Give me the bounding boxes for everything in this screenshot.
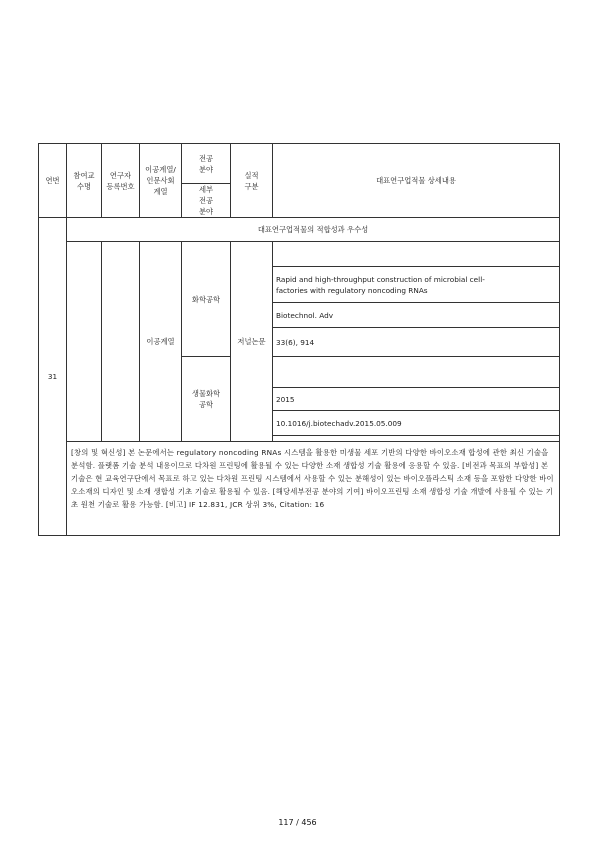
entry-participant-count (67, 242, 102, 442)
detail-row (273, 357, 560, 388)
entry-achievement-type: 저널논문 (231, 242, 273, 442)
header-detail-title: 대표연구업적물 상세내용 (273, 144, 560, 218)
header-field-category: 이공계열/ 인문사회 계열 (140, 144, 182, 218)
entry-field-category: 이공계열 (140, 242, 182, 442)
detail-journal-row: Biotechnol. Adv (273, 303, 560, 328)
entry-major-field: 화학공학 (182, 242, 231, 357)
detail-row (273, 242, 560, 267)
entry-sub-field: 생물화학 공학 (182, 357, 231, 442)
entry-researcher-id (102, 242, 140, 442)
suitability-title: 대표연구업적물의 적합성과 우수성 (67, 218, 560, 242)
header-sub-field: 세부 전공 분야 (182, 184, 231, 218)
header-year-no: 연번 (39, 144, 67, 218)
header-major-field: 전공 분야 (182, 144, 231, 184)
achievement-table (38, 143, 560, 536)
detail-title-row: Rapid and high-throughput construction of microbial cell- factories with regulatory noncoding RNAs (273, 267, 560, 303)
header-participant-count: 참여교 수명 (67, 144, 102, 218)
detail-year-row: 2015 (273, 388, 560, 411)
page-number: 117 / 456 (278, 818, 317, 827)
entry-year-no: 31 (39, 218, 67, 536)
header-achievement-type: 실적 구분 (231, 144, 273, 218)
detail-doi-row: 10.1016/j.biotechadv.2015.05.009 (273, 411, 560, 436)
detail-volume-row: 33(6), 914 (273, 328, 560, 357)
suitability-note: [창의 및 혁신성] 본 논문에서는 regulatory noncoding RNAs 시스템을 활용한 미생물 세포 기반의 다양한 바이오소재 합성에 관한 최신 기술을 분석함. 플랫폼 기술 분석 내용이므로 다차원 프린팅에 활용될 수 있는 다양한 소재 생합성 기술 활용에 응용할 수 있음. [비전과 목표의 부합성] 본 기술은 현 교육연구단에서 목표로 하고 있는 다차원 프린팅 시스템에서 사용할 수 있는 분해성이 있는 바이오플라스틱 소재 등을 포함한 다양한 바이오소재의 디자인 및 소재 생합성 기초 기술로 활용될 수 있음. [해당세부전공 분야의 기여] 바이오프린팅 소재 생합성 기술 개발에 사용될 수 있는 기초 원천 기술로 활용 가능함. [비고] IF 12.831, JCR 상위 3%, Citation: 16 (67, 442, 560, 536)
header-researcher-id: 연구자 등록번호 (102, 144, 140, 218)
